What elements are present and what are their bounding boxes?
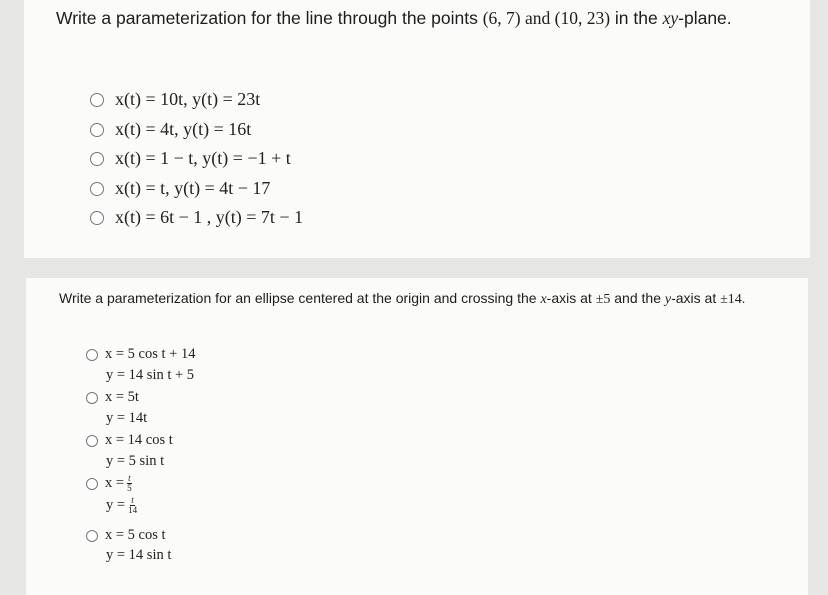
option-line-x: x = 5 cos t	[105, 527, 166, 543]
radio-button[interactable]	[86, 392, 98, 404]
fraction	[128, 496, 137, 515]
option-line-y: y = 14t	[106, 410, 148, 426]
option-label: x(t) = 10t, y(t) = 23t	[115, 89, 261, 109]
question-card-line	[24, 0, 810, 258]
prompt-text: -axis at	[671, 290, 721, 306]
fraction-numerator: t	[128, 473, 131, 483]
radio-button[interactable]	[86, 349, 98, 361]
fraction	[127, 474, 132, 493]
answer-option-5[interactable]	[86, 527, 166, 544]
answer-option-2[interactable]	[86, 389, 139, 406]
radio-button[interactable]	[86, 530, 98, 542]
prompt-value: ±14.	[720, 292, 746, 307]
option-label: x(t) = 6t − 1 , y(t) = 7t − 1	[115, 207, 304, 227]
radio-button[interactable]	[90, 152, 104, 166]
prompt-value: ±5	[595, 292, 611, 307]
fraction-denominator: 14	[128, 505, 138, 515]
prompt-variable: x	[540, 292, 547, 307]
option-line-y: y = 14 sin t + 5	[106, 367, 195, 383]
prompt-text: Write a parameterization for the line through the points	[56, 8, 483, 28]
answer-option-3[interactable]	[90, 148, 291, 169]
prompt-text: Write a parameterization for an ellipse centered at the origin and crossing the	[59, 290, 541, 306]
radio-button[interactable]	[90, 182, 104, 196]
fraction-denominator: 5	[127, 483, 132, 493]
option-label: x(t) = 4t, y(t) = 16t	[115, 119, 252, 139]
radio-button[interactable]	[86, 435, 98, 447]
question-prompt	[56, 8, 810, 29]
prompt-text: in the	[610, 8, 663, 28]
radio-button[interactable]	[90, 123, 104, 137]
radio-button[interactable]	[90, 211, 104, 225]
prompt-points: (6, 7) and (10, 23)	[482, 8, 611, 28]
option-line-x: x = 14 cos t	[105, 432, 173, 448]
option-label: x(t) = t, y(t) = 4t − 17	[115, 178, 271, 198]
option-line-y	[106, 496, 137, 515]
option-line-y: y = 5 sin t	[106, 453, 165, 469]
option-line-x: x = 5t	[105, 389, 139, 405]
option-line-y-lhs: y =	[106, 497, 126, 513]
prompt-text: -plane.	[678, 8, 732, 28]
answer-option-4[interactable]	[86, 474, 132, 493]
prompt-variable: xy	[662, 8, 679, 28]
option-line-y: y = 14 sin t	[106, 547, 172, 563]
radio-button[interactable]	[90, 93, 104, 107]
radio-button[interactable]	[86, 478, 98, 490]
prompt-variable: y	[664, 292, 672, 307]
fraction-numerator: t	[131, 495, 134, 505]
answer-option-1[interactable]	[90, 89, 260, 110]
answer-option-1[interactable]	[86, 346, 195, 363]
question-card-ellipse	[26, 278, 808, 595]
answer-option-3[interactable]	[86, 432, 173, 449]
answer-option-5[interactable]	[90, 207, 303, 228]
option-line-x: x =	[105, 475, 125, 491]
prompt-text: -axis at	[546, 290, 596, 306]
answer-option-2[interactable]	[90, 119, 251, 140]
question-prompt	[59, 290, 808, 308]
option-label: x(t) = 1 − t, y(t) = −1 + t	[115, 148, 291, 168]
prompt-text: and the	[610, 290, 665, 306]
answer-option-4[interactable]	[90, 178, 270, 199]
option-line-x: x = 5 cos t + 14	[105, 346, 196, 362]
